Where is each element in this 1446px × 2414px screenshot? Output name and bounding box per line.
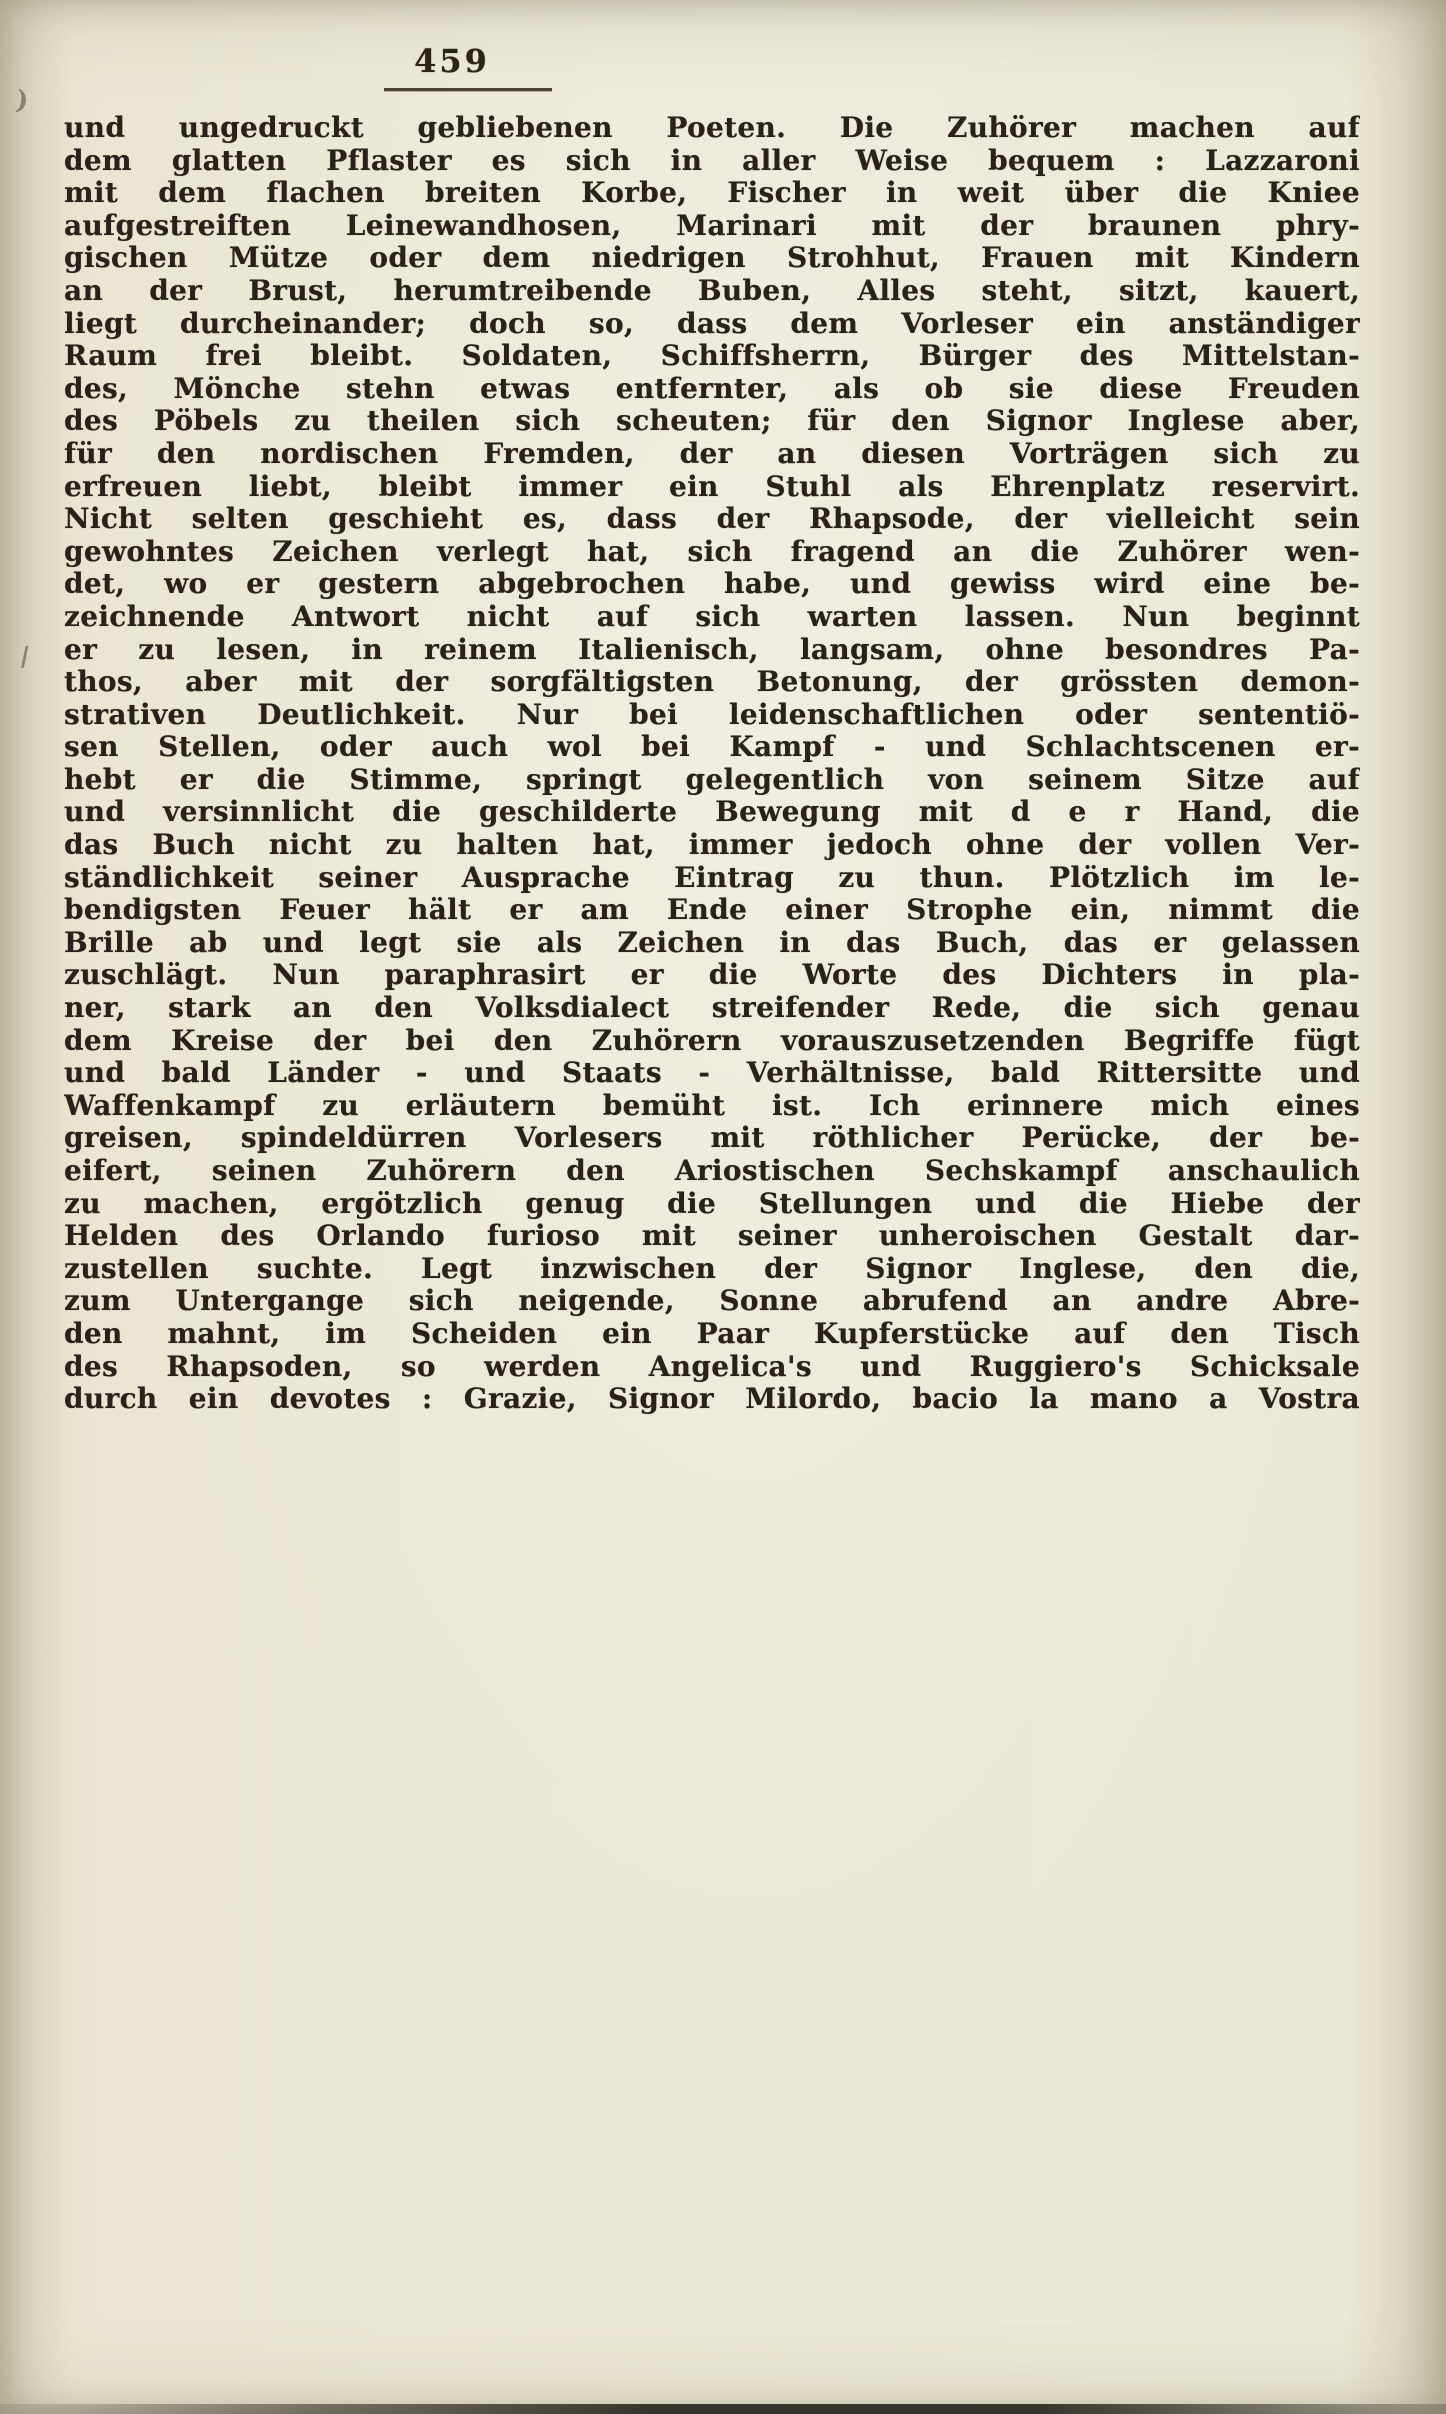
text-line: an der Brust, herumtreibende Buben, Alles steht, sitzt, kauert, xyxy=(64,274,1360,307)
page-number-rule xyxy=(384,88,552,91)
text-line: Waffenkampf zu erläutern bemüht ist. Ich erinnere mich eines xyxy=(64,1089,1360,1122)
body-text xyxy=(64,112,1360,1416)
scan-bottom-edge xyxy=(0,2404,1446,2414)
text-line: durch ein devotes : Grazie, Signor Milordo, bacio la mano a Vostra xyxy=(64,1383,1360,1416)
text-line: zu machen, ergötzlich genug die Stellungen und die Hiebe der xyxy=(64,1187,1360,1220)
text-line: zum Untergange sich neigende, Sonne abrufend an andre Abre- xyxy=(64,1285,1360,1318)
text-line: Helden des Orlando furioso mit seiner unheroischen Gestalt dar- xyxy=(64,1220,1360,1253)
text-line: gewohntes Zeichen verlegt hat, sich fragend an die Zuhörer wen- xyxy=(64,535,1360,568)
text-line: er zu lesen, in reinem Italienisch, langsam, ohne besondres Pa- xyxy=(64,633,1360,666)
text-line: det, wo er gestern abgebrochen habe, und gewiss wird eine be- xyxy=(64,568,1360,601)
text-line: ständlichkeit seiner Ausprache Eintrag zu thun. Plötzlich im le- xyxy=(64,861,1360,894)
text-line: dem glatten Pflaster es sich in aller Weise bequem : Lazzaroni xyxy=(64,144,1360,177)
text-line: dem Kreise der bei den Zuhörern vorauszusetzenden Begriffe fügt xyxy=(64,1024,1360,1057)
text-line: strativen Deutlichkeit. Nur bei leidenschaftlichen oder sententiö- xyxy=(64,698,1360,731)
text-line: thos, aber mit der sorgfältigsten Betonung, der grössten demon- xyxy=(64,666,1360,699)
text-line: eifert, seinen Zuhörern den Ariostischen Sechskampf anschaulich xyxy=(64,1155,1360,1187)
text-line: ner, stark an den Volksdialect streifender Rede, die sich genau xyxy=(64,992,1360,1025)
text-line: und versinnlicht die geschilderte Bewegung mit d e r Hand, die xyxy=(64,796,1360,829)
text-line: hebt er die Stimme, springt gelegentlich von seinem Sitze auf xyxy=(64,763,1360,796)
text-line: Raum frei bleibt. Soldaten, Schiffsherrn, Bürger des Mittelstan- xyxy=(64,340,1360,373)
text-line: aufgestreiften Leinewandhosen, Marinari mit der braunen phry- xyxy=(64,209,1360,242)
text-line: und bald Länder - und Staats - Verhältnisse, bald Rittersitte und xyxy=(64,1057,1360,1090)
text-line: zeichnende Antwort nicht auf sich warten lassen. Nun beginnt xyxy=(64,600,1360,633)
text-line: zustellen suchte. Legt inzwischen der Signor Inglese, den die, xyxy=(64,1252,1360,1285)
text-line: gischen Mütze oder dem niedrigen Strohhut, Frauen mit Kindern xyxy=(64,242,1360,275)
text-line: zuschlägt. Nun paraphrasirt er die Worte des Dichters in pla- xyxy=(64,959,1360,992)
text-line: des Rhapsoden, so werden Angelica's und Ruggiero's Schicksale xyxy=(64,1350,1360,1383)
text-line: Brille ab und legt sie als Zeichen in das Buch, das er gelassen xyxy=(64,926,1360,959)
text-line: den mahnt, im Scheiden ein Paar Kupferstücke auf den Tisch xyxy=(64,1317,1360,1350)
text-line: bendigsten Feuer hält er am Ende einer Strophe ein, nimmt die xyxy=(64,894,1360,927)
text-line: sen Stellen, oder auch wol bei Kampf - und Schlachtscenen er- xyxy=(64,731,1360,764)
text-line: liegt durcheinander; doch so, dass dem Vorleser ein anständiger xyxy=(64,307,1360,340)
text-line: und ungedruckt gebliebenen Poeten. Die Zuhörer machen auf xyxy=(64,112,1360,144)
text-line: erfreuen liebt, bleibt immer ein Stuhl als Ehrenplatz reservirt. xyxy=(64,470,1360,503)
scan-artifact-mark: ) xyxy=(13,85,31,117)
scan-artifact-mark: / xyxy=(18,641,32,673)
text-line: greisen, spindeldürren Vorlesers mit röthlicher Perücke, der be- xyxy=(64,1122,1360,1155)
text-line: Nicht selten geschieht es, dass der Rhapsode, der vielleicht sein xyxy=(64,503,1360,536)
text-line: für den nordischen Fremden, der an diesen Vorträgen sich zu xyxy=(64,437,1360,470)
text-line: des, Mönche stehn etwas entfernter, als ob sie diese Freuden xyxy=(64,372,1360,405)
text-line: des Pöbels zu theilen sich scheuten; für den Signor Inglese aber, xyxy=(64,405,1360,438)
text-line: mit dem flachen breiten Korbe, Fischer in weit über die Kniee xyxy=(64,177,1360,210)
text-line: das Buch nicht zu halten hat, immer jedoch ohne der vollen Ver- xyxy=(64,829,1360,862)
page-number: 459 xyxy=(414,42,490,80)
